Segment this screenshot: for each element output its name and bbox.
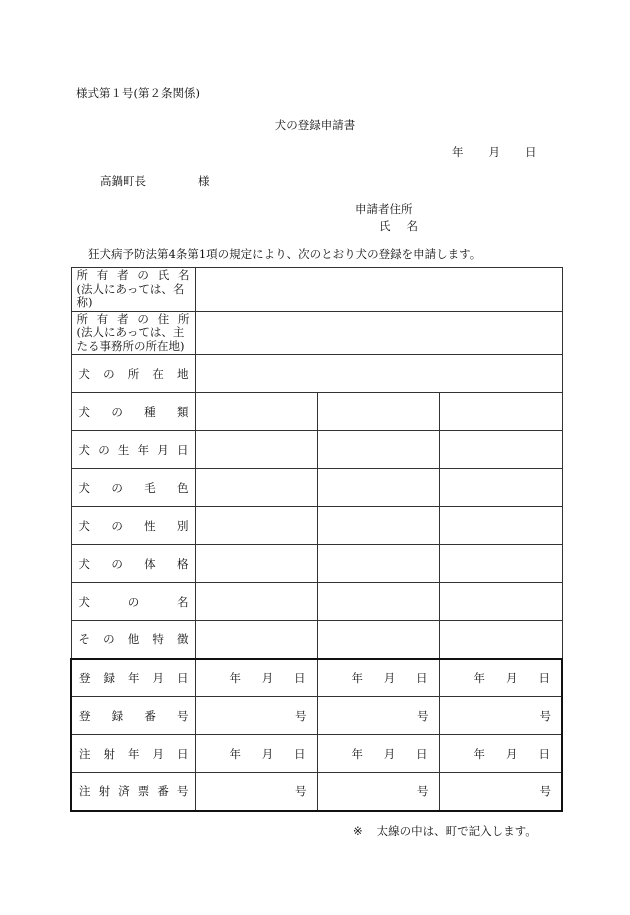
row-owner-name — [71, 268, 562, 312]
injection-date-field-1[interactable]: 年 月 日 — [195, 735, 317, 773]
label-breed: 犬 の 種 類 — [71, 393, 195, 431]
addressee-honorific: 様 — [198, 174, 210, 188]
row-birthdate — [71, 431, 562, 469]
registration-number-field-1[interactable]: 号 — [195, 697, 317, 735]
injection-ticket-number-field-3[interactable]: 号 — [439, 773, 562, 811]
dog-name-field-3[interactable] — [439, 583, 562, 621]
row-registration-number — [71, 697, 562, 735]
label-owner-name: 所 有 者 の 氏 名 (法人にあっては、名 称) — [71, 268, 195, 312]
label-injection-ticket-number: 注 射 済 票 番 号 — [71, 773, 195, 811]
other-features-field-1[interactable] — [195, 621, 317, 659]
label-birthdate: 犬 の 生 年 月 日 — [71, 431, 195, 469]
date-month-label: 月 — [488, 145, 500, 159]
footnote — [353, 823, 537, 839]
row-injection-date — [71, 735, 562, 773]
sex-field-1[interactable] — [195, 507, 317, 545]
injection-ticket-number-field-1[interactable]: 号 — [195, 773, 317, 811]
sex-field-2[interactable] — [317, 507, 439, 545]
coat-color-field-3[interactable] — [439, 469, 562, 507]
addressee — [100, 173, 210, 189]
registration-date-field-2[interactable]: 年 月 日 — [317, 659, 439, 697]
registration-date-field-3[interactable]: 年 月 日 — [439, 659, 562, 697]
label-build: 犬 の 体 格 — [71, 545, 195, 583]
dog-location-field[interactable] — [195, 355, 562, 393]
applicant-name-label — [379, 218, 418, 234]
name-char: 名 — [406, 219, 418, 233]
registration-date-field-1[interactable]: 年 月 日 — [195, 659, 317, 697]
row-breed — [71, 393, 562, 431]
label-injection-date: 注 射 年 月 日 — [71, 735, 195, 773]
coat-color-field-2[interactable] — [317, 469, 439, 507]
birthdate-field-1[interactable] — [195, 431, 317, 469]
row-other-features — [71, 621, 562, 659]
row-dog-name — [71, 583, 562, 621]
date-year-label: 年 — [452, 145, 464, 159]
label-other-features: そ の 他 特 徴 — [71, 621, 195, 659]
owner-name-field[interactable] — [195, 268, 562, 312]
row-build — [71, 545, 562, 583]
coat-color-field-1[interactable] — [195, 469, 317, 507]
breed-field-2[interactable] — [317, 393, 439, 431]
reference-mark: ※ — [353, 824, 363, 838]
dog-name-field-1[interactable] — [195, 583, 317, 621]
row-dog-location — [71, 355, 562, 393]
label-coat-color: 犬 の 毛 色 — [71, 469, 195, 507]
label-registration-date: 登 録 年 月 日 — [71, 659, 195, 697]
intro-text: 狂犬病予防法第4条第1項の規定により、次のとおり犬の登録を申請します。 — [88, 247, 482, 261]
label-dog-location: 犬 の 所 在 地 — [71, 355, 195, 393]
injection-date-field-3[interactable]: 年 月 日 — [439, 735, 562, 773]
owner-address-field[interactable] — [195, 311, 562, 355]
row-registration-date — [71, 659, 562, 697]
form-number: 様式第１号(第２条関係) — [76, 86, 200, 100]
sex-field-3[interactable] — [439, 507, 562, 545]
other-features-field-2[interactable] — [317, 621, 439, 659]
row-sex — [71, 507, 562, 545]
breed-field-1[interactable] — [195, 393, 317, 431]
registration-number-field-2[interactable]: 号 — [317, 697, 439, 735]
label-owner-address: 所 有 者 の 住 所 (法人にあっては、主 たる事務所の所在地) — [71, 311, 195, 355]
applicant-address-label: 申請者住所 — [355, 202, 413, 216]
injection-date-field-2[interactable]: 年 月 日 — [317, 735, 439, 773]
label-dog-name: 犬 の 名 — [71, 583, 195, 621]
birthdate-field-3[interactable] — [439, 431, 562, 469]
row-injection-ticket-number — [71, 773, 562, 811]
dog-name-field-2[interactable] — [317, 583, 439, 621]
row-owner-address — [71, 311, 562, 355]
addressee-name: 高鍋町長 — [100, 174, 146, 188]
dog-registration-table — [70, 267, 563, 812]
birthdate-field-2[interactable] — [317, 431, 439, 469]
footnote-text: 太線の中は、町で記入します。 — [376, 824, 537, 838]
date-day-label: 日 — [525, 145, 537, 159]
name-char: 氏 — [379, 219, 391, 233]
label-sex: 犬 の 性 別 — [71, 507, 195, 545]
row-coat-color — [71, 469, 562, 507]
label-registration-number: 登 録 番 号 — [71, 697, 195, 735]
registration-number-field-3[interactable]: 号 — [439, 697, 562, 735]
other-features-field-3[interactable] — [439, 621, 562, 659]
build-field-2[interactable] — [317, 545, 439, 583]
breed-field-3[interactable] — [439, 393, 562, 431]
application-date-line — [452, 144, 537, 160]
injection-ticket-number-field-2[interactable]: 号 — [317, 773, 439, 811]
build-field-3[interactable] — [439, 545, 562, 583]
document-title: 犬の登録申請書 — [274, 118, 356, 132]
build-field-1[interactable] — [195, 545, 317, 583]
